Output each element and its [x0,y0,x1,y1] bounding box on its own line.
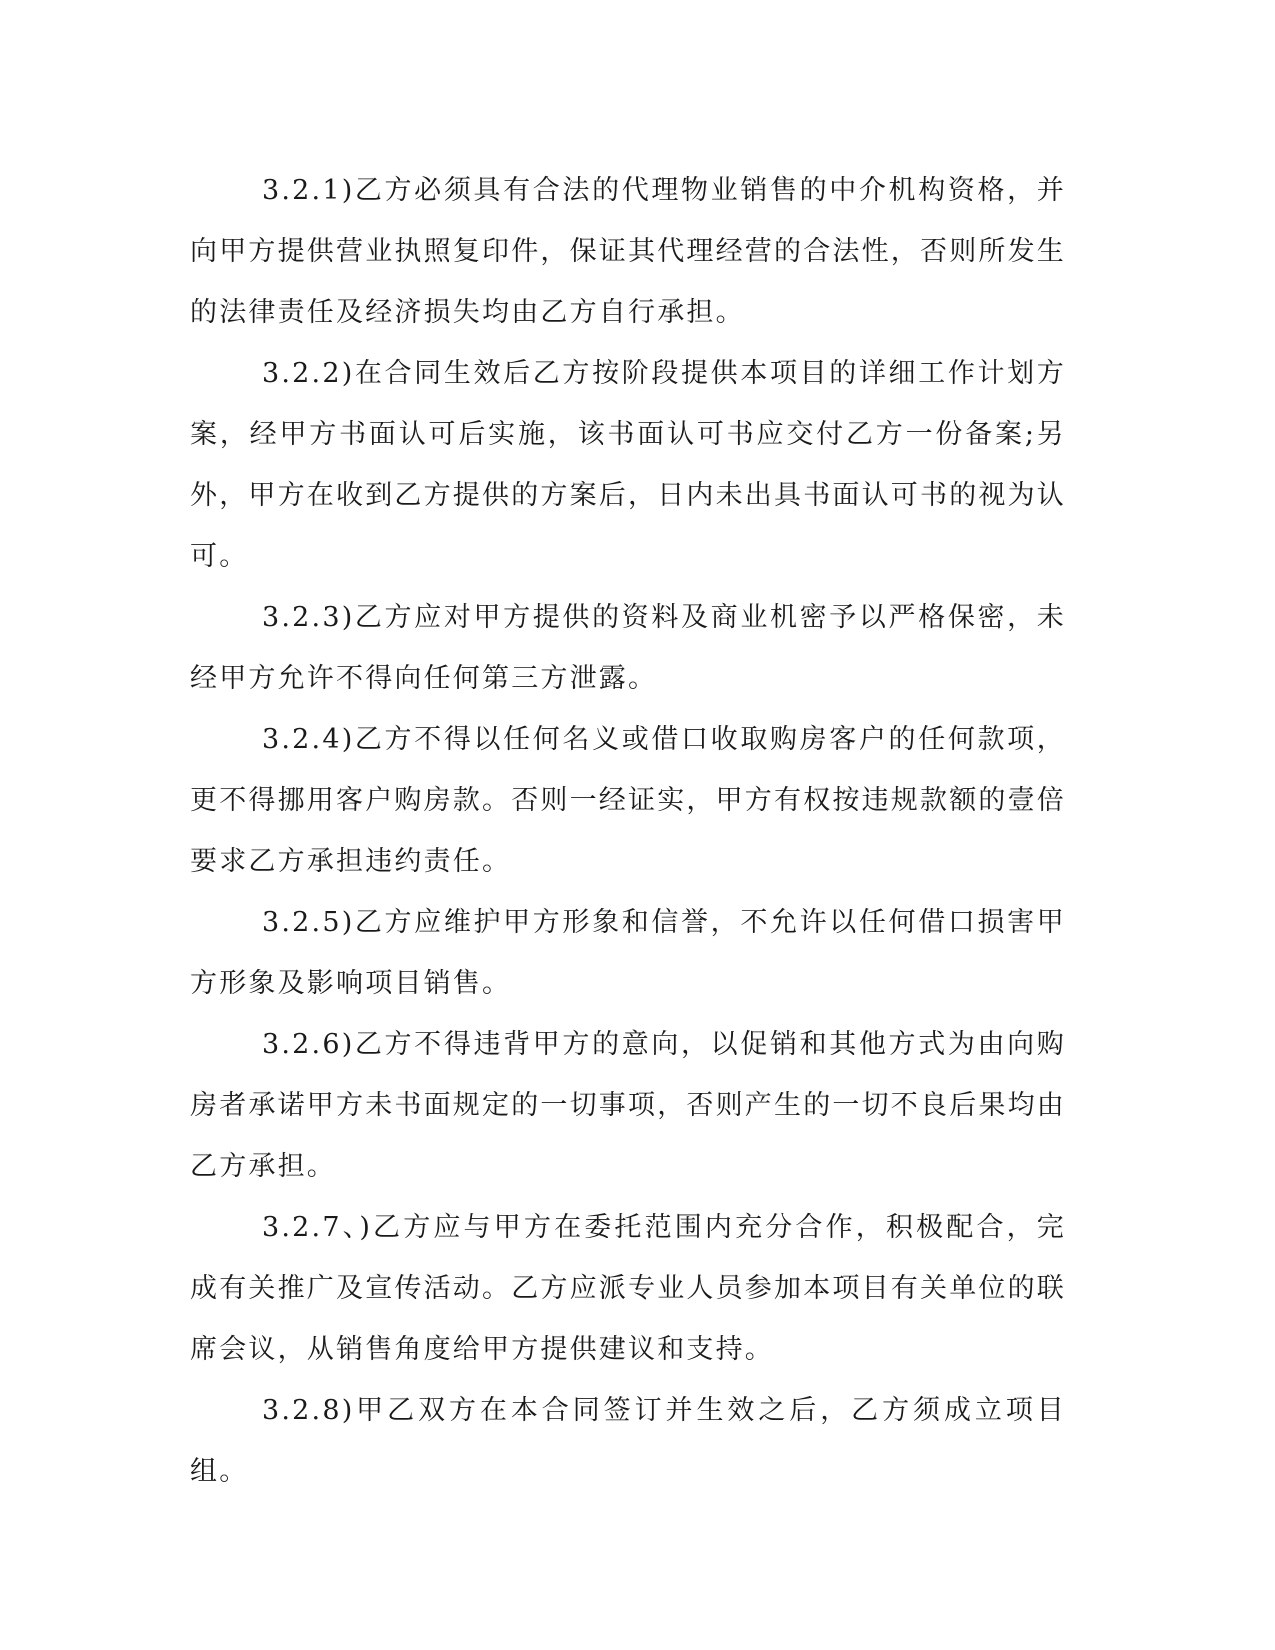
document-body [190,160,1066,1502]
clause-3-2-2: 3.2.2)在合同生效后乙方按阶段提供本项目的详细工作计划方案，经甲方书面认可后实施，该书面认可书应交付乙方一份备案;另外，甲方在收到乙方提供的方案后，日内未出具书面认可书的视为认可。 [190,358,1066,572]
clause-3-2-6: 3.2.6)乙方不得违背甲方的意向，以促销和其他方式为由向购房者承诺甲方未书面规定的一切事项，否则产生的一切不良后果均由乙方承担。 [190,1029,1066,1182]
clause-3-2-1: 3.2.1)乙方必须具有合法的代理物业销售的中介机构资格，并向甲方提供营业执照复印件，保证其代理经营的合法性，否则所发生的法律责任及经济损失均由乙方自行承担。 [190,175,1066,328]
clause-3-2-8: 3.2.8)甲乙双方在本合同签订并生效之后，乙方须成立项目组。 [190,1395,1066,1487]
clause-3-2-4: 3.2.4)乙方不得以任何名义或借口收取购房客户的任何款项，更不得挪用客户购房款。否则一经证实，甲方有权按违规款额的壹倍要求乙方承担违约责任。 [190,724,1066,877]
clause-3-2-7: 3.2.7、)乙方应与甲方在委托范围内充分合作，积极配合，完成有关推广及宣传活动。乙方应派专业人员参加本项目有关单位的联席会议，从销售角度给甲方提供建议和支持。 [190,1212,1066,1365]
clause-3-2-5: 3.2.5)乙方应维护甲方形象和信誉，不允许以任何借口损害甲方形象及影响项目销售。 [190,907,1066,999]
clause-3-2-3: 3.2.3)乙方应对甲方提供的资料及商业机密予以严格保密，未经甲方允许不得向任何第三方泄露。 [190,602,1066,694]
